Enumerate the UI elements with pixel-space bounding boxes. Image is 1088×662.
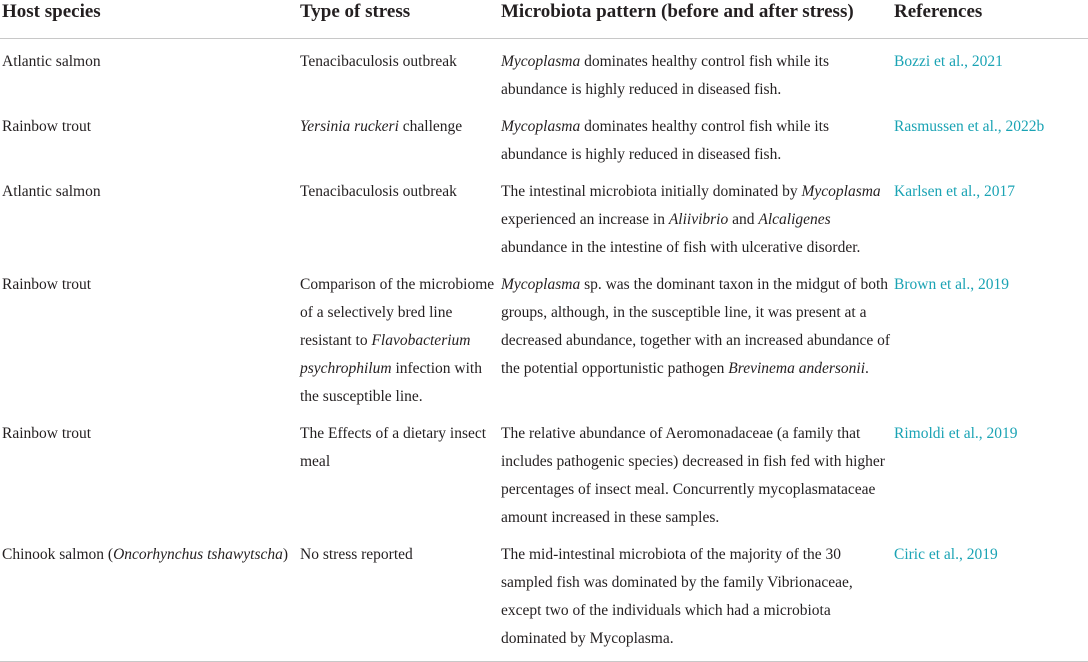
text-run: Chinook salmon ( <box>2 546 114 563</box>
table-row <box>0 532 1088 662</box>
reference-link[interactable]: Brown et al., 2019 <box>894 276 1009 293</box>
text-run: Mycoplasma <box>501 276 581 293</box>
cell-host-species: Rainbow trout <box>2 118 92 135</box>
cell-host-species: Rainbow trout <box>2 425 92 442</box>
text-run: abundance in the intestine of fish with ulcerative disorder. <box>501 239 861 256</box>
text-run: challenge <box>398 118 463 135</box>
cell-microbiota-pattern <box>499 262 892 411</box>
text-run: Oncorhynchus tshawytscha <box>113 546 283 563</box>
text-run: ) <box>282 546 289 563</box>
text-run: dominates healthy control fish while its abundance is highly reduced in diseased fish. <box>501 118 830 163</box>
reference-link[interactable]: Rasmussen et al., 2022b <box>894 118 1045 135</box>
table-body <box>0 39 1088 662</box>
text-run: Aliivibrio <box>668 211 729 228</box>
table-row <box>0 411 1088 532</box>
header-host-species: Host species <box>0 0 298 39</box>
cell-host-species <box>0 532 298 662</box>
text-run: Mycoplasma <box>501 53 581 70</box>
text-run: dominates healthy control fish while its abundance is highly reduced in diseased fish. <box>501 53 830 98</box>
cell-type-of-stress: The Effects of a dietary insect meal <box>300 425 487 470</box>
text-run: . <box>865 360 869 377</box>
text-run: The mid-intestinal microbiota of the majority of the 30 sampled fish was dominated by the family Vibrionaceae, except two of the individuals which had a microbiota dominated by Mycoplasma. <box>501 546 853 647</box>
text-run: The relative abundance of Aeromonadaceae (a family that includes pathogenic species) decreased in fish fed with higher percentages of insect meal. Concurrently mycoplasmataceae amount increased in these samples. <box>501 425 885 526</box>
cell-host-species: Atlantic salmon <box>2 183 101 200</box>
header-references: References <box>892 0 1088 39</box>
reference-link[interactable]: Bozzi et al., 2021 <box>894 53 1003 70</box>
table-row <box>0 262 1088 411</box>
table-row <box>0 169 1088 262</box>
header-row <box>0 0 1088 39</box>
reference-link[interactable]: Rimoldi et al., 2019 <box>894 425 1018 442</box>
text-run: Mycoplasma <box>501 118 581 135</box>
table-row <box>0 39 1088 105</box>
text-run: The intestinal microbiota initially dominated by <box>501 183 802 200</box>
cell-microbiota-pattern <box>499 411 892 532</box>
text-run: sp. was the dominant taxon in the midgut of both groups, although, in the susceptible line, it was present at a decreased abundance, together with an increased abundance of the potential opportunistic pathogen <box>501 276 891 377</box>
header-microbiota-pattern: Microbiota pattern (before and after stress) <box>499 0 892 39</box>
cell-host-species: Atlantic salmon <box>2 53 101 70</box>
cell-microbiota-pattern <box>499 169 892 262</box>
cell-microbiota-pattern <box>499 104 892 169</box>
cell-type-of-stress: Tenacibaculosis outbreak <box>300 183 457 200</box>
text-run: Flavobacterium psychrophilum <box>300 332 471 377</box>
reference-link[interactable]: Karlsen et al., 2017 <box>894 183 1015 200</box>
text-run: Yersinia ruckeri <box>300 118 399 135</box>
text-run: Comparison of the microbiome of a selectively bred line resistant to <box>300 276 495 349</box>
text-run: Mycoplasma <box>801 183 881 200</box>
cell-microbiota-pattern <box>499 532 892 662</box>
text-run: and <box>728 211 759 228</box>
text-run: Brevinema andersonii <box>728 360 866 377</box>
cell-type-of-stress: Tenacibaculosis outbreak <box>300 53 457 70</box>
reference-link[interactable]: Ciric et al., 2019 <box>892 532 1088 662</box>
text-run: infection with the susceptible line. <box>300 360 482 405</box>
cell-type-of-stress: No stress reported <box>298 532 499 662</box>
header-type-of-stress: Type of stress <box>298 0 499 39</box>
cell-host-species: Rainbow trout <box>2 276 92 293</box>
text-run: Alcaligenes <box>758 211 831 228</box>
table-row <box>0 104 1088 169</box>
text-run: experienced an increase in <box>501 211 669 228</box>
cell-type-of-stress <box>298 262 499 411</box>
cell-type-of-stress <box>298 104 499 169</box>
cell-microbiota-pattern <box>499 39 892 105</box>
